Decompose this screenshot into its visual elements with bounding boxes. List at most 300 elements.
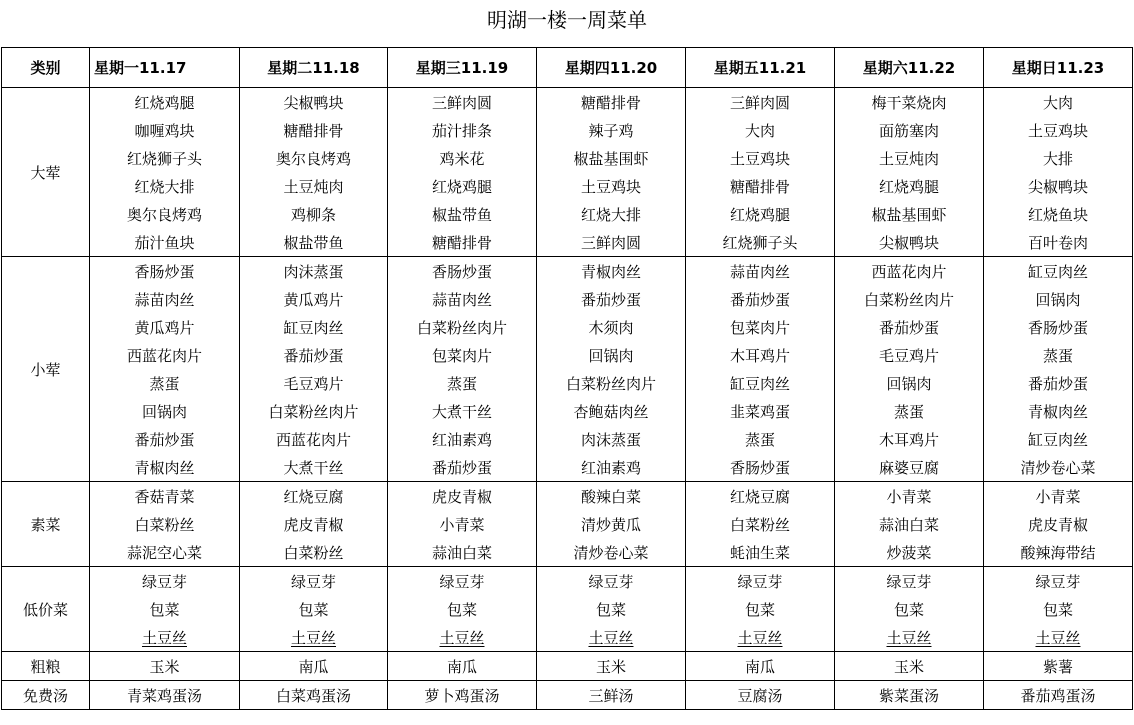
dish-name: 西蓝花肉片 xyxy=(275,430,351,449)
dish-name: 红烧狮子头 xyxy=(126,149,202,168)
dish-cell xyxy=(984,228,1133,257)
dish-name: 萝卜鸡蛋汤 xyxy=(424,686,500,705)
dish-cell xyxy=(984,595,1133,623)
dish-cell xyxy=(835,116,984,144)
dish-name: 辣子鸡 xyxy=(588,121,634,140)
menu-row xyxy=(2,341,1133,369)
dish-cell xyxy=(984,172,1133,200)
dish-name: 椒盐基围虾 xyxy=(573,149,649,168)
dish-cell xyxy=(537,313,686,341)
dish-cell xyxy=(388,88,537,117)
dish-cell xyxy=(835,652,984,681)
dish-cell xyxy=(240,681,388,710)
dish-cell xyxy=(835,623,984,652)
dish-name: 缸豆肉丝 xyxy=(1027,430,1088,449)
menu-row xyxy=(2,453,1133,482)
dish-name: 蒜泥空心菜 xyxy=(126,543,202,562)
dish-name: 红油素鸡 xyxy=(580,458,641,477)
dish-name: 黄瓜鸡片 xyxy=(283,290,344,309)
dish-name: 青菜鸡蛋汤 xyxy=(126,686,202,705)
dish-cell xyxy=(835,369,984,397)
dish-cell xyxy=(835,144,984,172)
menu-body xyxy=(2,88,1133,710)
dish-cell xyxy=(388,397,537,425)
dish-cell xyxy=(686,285,835,313)
dish-cell xyxy=(686,453,835,482)
dish-name: 土豆丝 xyxy=(737,628,783,647)
dish-name: 椒盐基围虾 xyxy=(871,205,947,224)
menu-row xyxy=(2,172,1133,200)
day-header: 星期二11.18 xyxy=(240,48,388,88)
dish-cell xyxy=(835,228,984,257)
category-cell: 粗粮 xyxy=(2,652,90,681)
dish-name: 白菜粉丝肉片 xyxy=(268,402,359,421)
dish-name: 绿豆芽 xyxy=(290,572,336,591)
dish-cell xyxy=(240,116,388,144)
dish-cell xyxy=(686,228,835,257)
dish-cell xyxy=(240,257,388,286)
dish-name: 红烧豆腐 xyxy=(283,487,344,506)
dish-cell xyxy=(240,567,388,596)
dish-name: 茄汁排条 xyxy=(431,121,492,140)
dish-cell xyxy=(835,453,984,482)
dish-cell xyxy=(90,538,240,567)
category-cell: 免费汤 xyxy=(2,681,90,710)
dish-cell xyxy=(537,595,686,623)
dish-name: 红烧鱼块 xyxy=(1027,205,1088,224)
dish-name: 红烧豆腐 xyxy=(729,487,790,506)
dish-cell xyxy=(240,144,388,172)
day-header: 星期五11.21 xyxy=(686,48,835,88)
dish-cell xyxy=(984,116,1133,144)
menu-row xyxy=(2,88,1133,117)
dish-name: 缸豆肉丝 xyxy=(729,374,790,393)
day-header: 星期四11.20 xyxy=(537,48,686,88)
dish-name: 绿豆芽 xyxy=(588,572,634,591)
dish-name: 面筋塞肉 xyxy=(878,121,939,140)
menu-row xyxy=(2,285,1133,313)
dish-name: 蒜油白菜 xyxy=(878,515,939,534)
dish-cell xyxy=(686,482,835,511)
dish-cell xyxy=(388,257,537,286)
dish-name: 蒸蛋 xyxy=(1042,346,1073,365)
dish-name: 小青菜 xyxy=(886,487,932,506)
dish-cell xyxy=(240,228,388,257)
dish-cell xyxy=(984,397,1133,425)
dish-name: 包菜 xyxy=(298,600,329,619)
dish-name: 三鲜汤 xyxy=(588,686,634,705)
dish-cell xyxy=(984,567,1133,596)
dish-name: 三鲜肉圆 xyxy=(729,93,790,112)
dish-cell xyxy=(388,313,537,341)
dish-name: 土豆丝 xyxy=(886,628,932,647)
dish-cell xyxy=(984,285,1133,313)
dish-name: 奥尔良烤鸡 xyxy=(126,205,202,224)
dish-cell xyxy=(90,257,240,286)
dish-cell xyxy=(835,595,984,623)
dish-name: 糖醋排骨 xyxy=(580,93,641,112)
dish-name: 香肠炒蛋 xyxy=(431,262,492,281)
dish-cell xyxy=(984,200,1133,228)
dish-cell xyxy=(835,285,984,313)
dish-cell xyxy=(388,228,537,257)
dish-cell xyxy=(388,369,537,397)
dish-name: 绿豆芽 xyxy=(1035,572,1081,591)
dish-cell xyxy=(537,200,686,228)
dish-cell xyxy=(686,88,835,117)
dish-cell xyxy=(90,397,240,425)
dish-cell xyxy=(388,285,537,313)
dish-cell xyxy=(835,200,984,228)
page-title: 明湖一楼一周菜单 xyxy=(487,8,647,32)
dish-cell xyxy=(835,88,984,117)
dish-name: 青椒肉丝 xyxy=(580,262,641,281)
dish-cell xyxy=(984,538,1133,567)
dish-name: 三鲜肉圆 xyxy=(580,233,641,252)
dish-name: 绿豆芽 xyxy=(439,572,485,591)
dish-cell xyxy=(240,538,388,567)
dish-cell xyxy=(835,257,984,286)
dish-cell xyxy=(537,425,686,453)
dish-cell xyxy=(686,200,835,228)
dish-cell xyxy=(240,285,388,313)
dish-name: 白菜粉丝 xyxy=(283,543,344,562)
dish-cell xyxy=(537,482,686,511)
dish-name: 蚝油生菜 xyxy=(729,543,790,562)
dish-name: 红油素鸡 xyxy=(431,430,492,449)
dish-name: 番茄炒蛋 xyxy=(729,290,790,309)
category-cell: 大荤 xyxy=(2,88,90,257)
dish-name: 香菇青菜 xyxy=(134,487,195,506)
menu-row xyxy=(2,510,1133,538)
day-header: 星期一11.17 xyxy=(90,48,240,88)
dish-name: 白菜粉丝肉片 xyxy=(565,374,656,393)
dish-cell xyxy=(90,453,240,482)
dish-name: 番茄炒蛋 xyxy=(580,290,641,309)
dish-cell xyxy=(835,341,984,369)
dish-cell xyxy=(240,369,388,397)
dish-cell xyxy=(388,538,537,567)
dish-cell xyxy=(984,453,1133,482)
dish-cell xyxy=(984,369,1133,397)
dish-name: 大肉 xyxy=(1042,93,1073,112)
dish-name: 木须肉 xyxy=(588,318,634,337)
dish-cell xyxy=(240,623,388,652)
dish-name: 包菜 xyxy=(893,600,924,619)
dish-cell xyxy=(686,652,835,681)
dish-cell xyxy=(240,200,388,228)
dish-name: 白菜粉丝肉片 xyxy=(416,318,507,337)
dish-cell xyxy=(686,538,835,567)
dish-cell xyxy=(537,88,686,117)
dish-cell xyxy=(240,313,388,341)
dish-name: 缸豆肉丝 xyxy=(1027,262,1088,281)
dish-name: 蒜苗肉丝 xyxy=(431,290,492,309)
dish-cell xyxy=(537,567,686,596)
dish-cell xyxy=(686,510,835,538)
dish-cell xyxy=(90,482,240,511)
dish-name: 尖椒鸭块 xyxy=(283,93,344,112)
dish-cell xyxy=(90,200,240,228)
dish-cell xyxy=(537,369,686,397)
dish-name: 虎皮青椒 xyxy=(283,515,344,534)
dish-cell xyxy=(537,623,686,652)
dish-name: 大煮干丝 xyxy=(283,458,344,477)
dish-cell xyxy=(537,652,686,681)
dish-name: 肉沫蒸蛋 xyxy=(580,430,641,449)
category-cell: 素菜 xyxy=(2,482,90,567)
dish-name: 包菜肉片 xyxy=(729,318,790,337)
dish-cell xyxy=(388,681,537,710)
dish-name: 玉米 xyxy=(893,657,924,676)
dish-name: 咖喱鸡块 xyxy=(134,121,195,140)
dish-name: 鸡柳条 xyxy=(290,205,336,224)
dish-cell xyxy=(686,425,835,453)
dish-cell xyxy=(537,397,686,425)
dish-name: 清炒卷心菜 xyxy=(573,543,649,562)
menu-row xyxy=(2,482,1133,511)
dish-name: 土豆丝 xyxy=(439,628,485,647)
dish-cell xyxy=(984,257,1133,286)
dish-name: 蒸蛋 xyxy=(149,374,180,393)
dish-cell xyxy=(686,567,835,596)
dish-name: 大肉 xyxy=(744,121,775,140)
dish-cell xyxy=(984,144,1133,172)
dish-name: 缸豆肉丝 xyxy=(283,318,344,337)
menu-row xyxy=(2,200,1133,228)
dish-cell xyxy=(686,369,835,397)
dish-name: 红烧鸡腿 xyxy=(729,205,790,224)
dish-cell xyxy=(388,425,537,453)
dish-name: 红烧大排 xyxy=(134,177,195,196)
dish-name: 酸辣海带结 xyxy=(1020,543,1096,562)
dish-name: 大煮干丝 xyxy=(431,402,492,421)
dish-cell xyxy=(388,482,537,511)
day-header: 星期日11.23 xyxy=(984,48,1133,88)
dish-cell xyxy=(388,200,537,228)
dish-name: 土豆丝 xyxy=(141,628,187,647)
dish-cell xyxy=(537,453,686,482)
category-cell: 低价菜 xyxy=(2,567,90,652)
dish-cell xyxy=(686,172,835,200)
dish-name: 豆腐汤 xyxy=(737,686,783,705)
dish-name: 炒菠菜 xyxy=(886,543,932,562)
dish-cell xyxy=(835,567,984,596)
dish-name: 土豆炖肉 xyxy=(878,149,939,168)
dish-cell xyxy=(835,425,984,453)
dish-cell xyxy=(686,595,835,623)
dish-cell xyxy=(686,623,835,652)
dish-name: 清炒黄瓜 xyxy=(580,515,641,534)
dish-cell xyxy=(835,397,984,425)
dish-cell xyxy=(835,172,984,200)
dish-name: 白菜粉丝肉片 xyxy=(863,290,954,309)
dish-name: 红烧鸡腿 xyxy=(431,177,492,196)
dish-name: 土豆鸡块 xyxy=(1027,121,1088,140)
dish-cell xyxy=(686,313,835,341)
menu-row xyxy=(2,116,1133,144)
dish-cell xyxy=(240,88,388,117)
dish-cell xyxy=(835,313,984,341)
dish-cell xyxy=(240,652,388,681)
dish-name: 回锅肉 xyxy=(141,402,187,421)
dish-cell xyxy=(686,257,835,286)
dish-cell xyxy=(388,172,537,200)
dish-cell xyxy=(240,172,388,200)
dish-name: 绿豆芽 xyxy=(737,572,783,591)
dish-name: 蒸蛋 xyxy=(744,430,775,449)
dish-name: 南瓜 xyxy=(446,657,477,676)
dish-cell xyxy=(835,538,984,567)
dish-cell xyxy=(240,510,388,538)
dish-name: 糖醋排骨 xyxy=(729,177,790,196)
dish-cell xyxy=(984,681,1133,710)
dish-cell xyxy=(984,510,1133,538)
dish-name: 包菜 xyxy=(1042,600,1073,619)
dish-name: 绿豆芽 xyxy=(141,572,187,591)
dish-cell xyxy=(240,482,388,511)
dish-name: 蒜苗肉丝 xyxy=(729,262,790,281)
dish-name: 三鲜肉圆 xyxy=(431,93,492,112)
dish-name: 肉沫蒸蛋 xyxy=(283,262,344,281)
dish-name: 紫菜蛋汤 xyxy=(878,686,939,705)
dish-name: 红烧鸡腿 xyxy=(134,93,195,112)
dish-cell xyxy=(686,397,835,425)
dish-cell xyxy=(686,116,835,144)
dish-name: 青椒肉丝 xyxy=(134,458,195,477)
dish-name: 土豆鸡块 xyxy=(729,149,790,168)
category-header: 类别 xyxy=(2,48,90,88)
dish-name: 奥尔良烤鸡 xyxy=(275,149,351,168)
dish-name: 毛豆鸡片 xyxy=(283,374,344,393)
dish-name: 黄瓜鸡片 xyxy=(134,318,195,337)
menu-row xyxy=(2,369,1133,397)
dish-name: 白菜粉丝 xyxy=(134,515,195,534)
dish-name: 番茄炒蛋 xyxy=(1027,374,1088,393)
dish-name: 梅干菜烧肉 xyxy=(871,93,947,112)
dish-cell xyxy=(537,681,686,710)
dish-name: 木耳鸡片 xyxy=(729,346,790,365)
dish-name: 南瓜 xyxy=(744,657,775,676)
dish-cell xyxy=(90,567,240,596)
dish-name: 百叶卷肉 xyxy=(1027,233,1088,252)
dish-cell xyxy=(90,425,240,453)
dish-name: 红烧鸡腿 xyxy=(878,177,939,196)
dish-cell xyxy=(686,681,835,710)
dish-cell xyxy=(835,510,984,538)
dish-cell xyxy=(240,595,388,623)
dish-name: 酸辣白菜 xyxy=(580,487,641,506)
dish-cell xyxy=(240,341,388,369)
dish-name: 紫薯 xyxy=(1042,657,1073,676)
dish-name: 麻婆豆腐 xyxy=(878,458,939,477)
dish-cell xyxy=(388,652,537,681)
dish-cell xyxy=(90,144,240,172)
dish-cell xyxy=(537,228,686,257)
dish-name: 土豆丝 xyxy=(588,628,634,647)
dish-name: 土豆炖肉 xyxy=(283,177,344,196)
dish-cell xyxy=(90,88,240,117)
menu-row xyxy=(2,425,1133,453)
dish-name: 玉米 xyxy=(149,657,180,676)
dish-name: 回锅肉 xyxy=(886,374,932,393)
dish-name: 包菜 xyxy=(744,600,775,619)
dish-cell xyxy=(984,341,1133,369)
dish-name: 蒜油白菜 xyxy=(431,543,492,562)
dish-cell xyxy=(90,652,240,681)
dish-name: 番茄鸡蛋汤 xyxy=(1020,686,1096,705)
menu-row xyxy=(2,595,1133,623)
dish-cell xyxy=(984,623,1133,652)
dish-cell xyxy=(388,453,537,482)
dish-cell xyxy=(686,341,835,369)
dish-cell xyxy=(388,144,537,172)
dish-name: 西蓝花肉片 xyxy=(871,262,947,281)
dish-cell xyxy=(537,144,686,172)
menu-row xyxy=(2,652,1133,681)
dish-cell xyxy=(984,482,1133,511)
dish-cell xyxy=(537,257,686,286)
weekly-menu-table xyxy=(1,47,1133,710)
dish-name: 白菜粉丝 xyxy=(729,515,790,534)
dish-name: 回锅肉 xyxy=(1035,290,1081,309)
menu-row xyxy=(2,228,1133,257)
dish-cell xyxy=(388,595,537,623)
dish-cell xyxy=(90,681,240,710)
dish-cell xyxy=(90,228,240,257)
dish-cell xyxy=(240,425,388,453)
dish-cell xyxy=(90,369,240,397)
dish-name: 西蓝花肉片 xyxy=(126,346,202,365)
dish-cell xyxy=(240,453,388,482)
dish-name: 玉米 xyxy=(595,657,626,676)
menu-row xyxy=(2,538,1133,567)
dish-name: 土豆鸡块 xyxy=(580,177,641,196)
dish-cell xyxy=(984,88,1133,117)
dish-cell xyxy=(90,510,240,538)
dish-cell xyxy=(537,172,686,200)
dish-name: 糖醋排骨 xyxy=(431,233,492,252)
dish-name: 毛豆鸡片 xyxy=(878,346,939,365)
dish-cell xyxy=(686,144,835,172)
dish-name: 糖醋排骨 xyxy=(283,121,344,140)
menu-row xyxy=(2,623,1133,652)
dish-cell xyxy=(537,116,686,144)
dish-name: 包菜 xyxy=(446,600,477,619)
dish-cell xyxy=(90,595,240,623)
dish-name: 香肠炒蛋 xyxy=(729,458,790,477)
dish-cell xyxy=(90,313,240,341)
dish-cell xyxy=(984,652,1133,681)
dish-name: 绿豆芽 xyxy=(886,572,932,591)
dish-name: 回锅肉 xyxy=(588,346,634,365)
dish-name: 番茄炒蛋 xyxy=(431,458,492,477)
dish-name: 青椒肉丝 xyxy=(1027,402,1088,421)
dish-name: 虎皮青椒 xyxy=(431,487,492,506)
dish-name: 香肠炒蛋 xyxy=(134,262,195,281)
dish-cell xyxy=(984,425,1133,453)
dish-name: 土豆丝 xyxy=(1035,628,1081,647)
dish-name: 番茄炒蛋 xyxy=(878,318,939,337)
menu-row xyxy=(2,257,1133,286)
menu-row xyxy=(2,681,1133,710)
dish-cell xyxy=(388,510,537,538)
dish-name: 鸡米花 xyxy=(439,149,485,168)
dish-name: 清炒卷心菜 xyxy=(1020,458,1096,477)
dish-cell xyxy=(90,623,240,652)
dish-name: 茄汁鱼块 xyxy=(134,233,195,252)
dish-cell xyxy=(388,623,537,652)
